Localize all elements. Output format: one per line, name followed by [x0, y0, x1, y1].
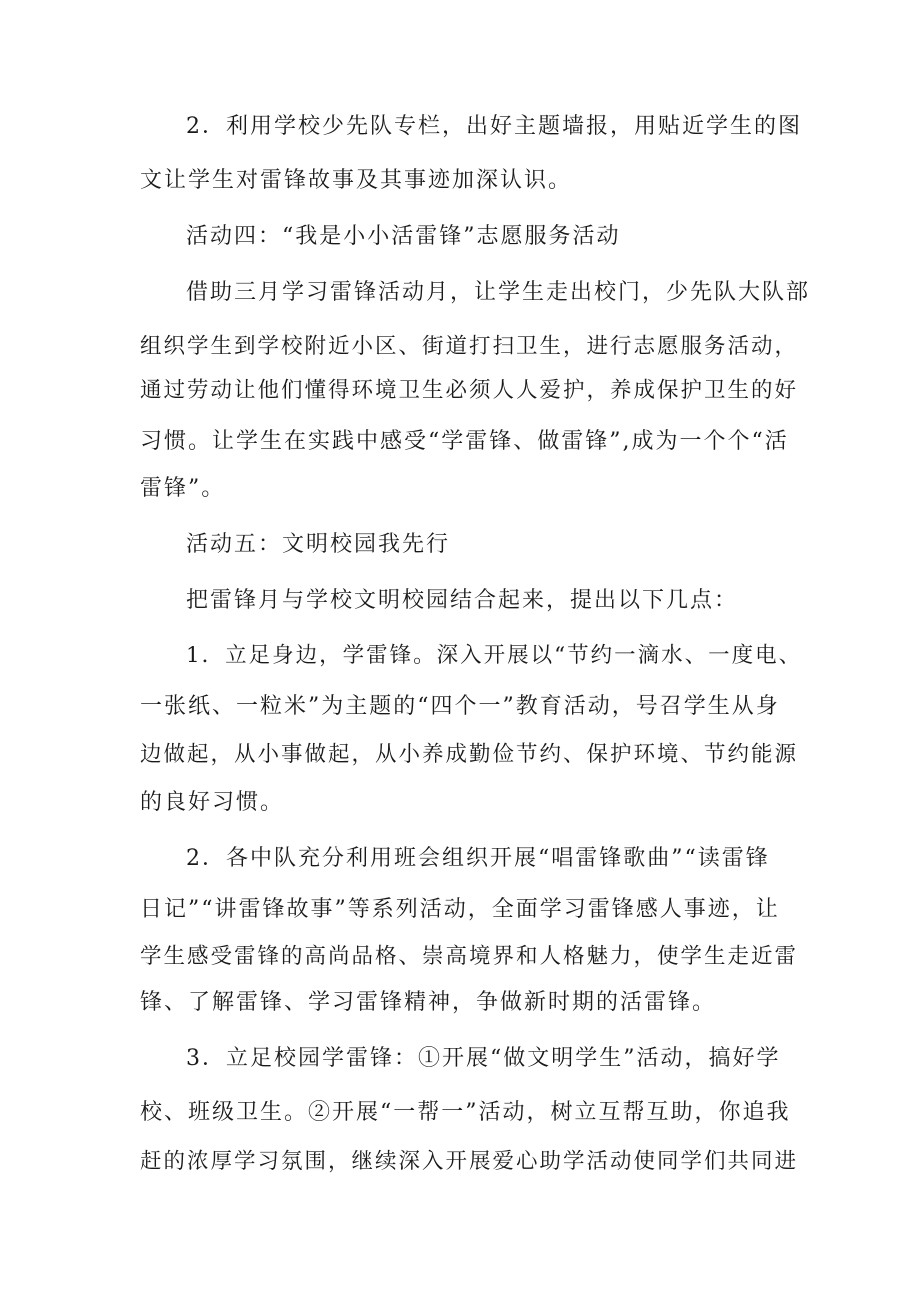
text-line: 通过劳动让他们懂得环境卫生必须人人爱护，养成保护卫生的好 [140, 378, 799, 403]
text-line: 2．利用学校少先队专栏，出好主题墙报，用贴近学生的图 [186, 114, 802, 139]
text-line: 边做起，从小事做起，从小养成勤俭节约、保护环境、节约能源 [140, 742, 799, 767]
section-heading: 活动五：文明校园我先行 [186, 532, 451, 557]
text-line: 习惯。让学生在实践中感受“学雷锋、做雷锋”,成为一个个“活 [140, 429, 789, 454]
text-line: 雷锋”。 [140, 476, 226, 501]
text-line: 组织学生到学校附近小区、街道打扫卫生，进行志愿服务活动， [140, 334, 799, 359]
text-line: 日记”“讲雷锋故事”等系列活动，全面学习雷锋感人事迹，让 [140, 897, 780, 922]
text-line: 学生感受雷锋的高尚品格、崇高境界和人格魅力，使学生走近雷 [140, 944, 799, 969]
text-line: 文让学生对雷锋故事及其事迹加深认识。 [140, 168, 573, 193]
text-line: 一张纸、一粒米”为主题的“四个一”教育活动，号召学生从身 [140, 694, 780, 719]
text-line: 校、班级卫生。②开展“一帮一”活动，树立互帮互助，你追我 [140, 1100, 791, 1125]
text-line: 借助三月学习雷锋活动月，让学生走出校门，少先队大队部 [186, 280, 811, 305]
text-line: 1．立足身边，学雷锋。深入开展以“节约一滴水、一度电、 [186, 643, 803, 668]
text-line: 赶的浓厚学习氛围，继续深入开展爱心助学活动使同学们共同进 [140, 1149, 799, 1174]
text-line: 2．各中队充分利用班会组织开展“唱雷锋歌曲”“读雷锋 [186, 846, 770, 871]
text-line: 的良好习惯。 [140, 790, 285, 815]
text-line: 把雷锋月与学校文明校园结合起来，提出以下几点： [186, 588, 739, 613]
section-heading: 活动四：“我是小小活雷锋”志愿服务活动 [186, 224, 621, 249]
text-line: 锋、了解雷锋、学习雷锋精神，争做新时期的活雷锋。 [140, 990, 717, 1015]
text-line: 3．立足校园学雷锋：①开展“做文明学生”活动，搞好学 [186, 1046, 781, 1071]
